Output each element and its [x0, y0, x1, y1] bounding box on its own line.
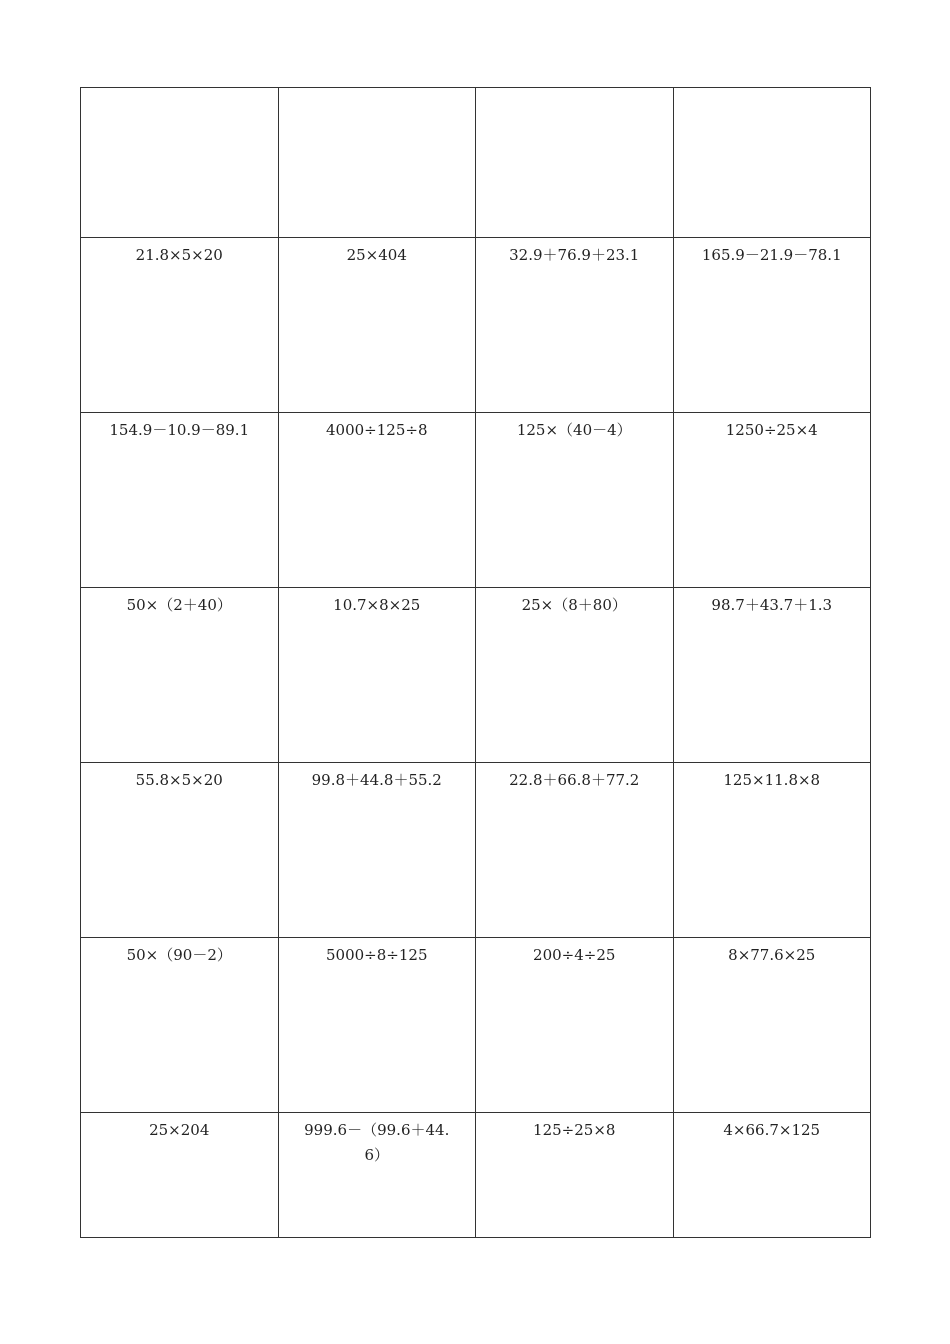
expression-text: 25×204	[149, 1121, 210, 1139]
worksheet-table	[80, 87, 871, 1238]
expression-text: 99.8＋44.8＋55.2	[311, 771, 442, 789]
problem-cell	[673, 1113, 871, 1238]
expression-text: 21.8×5×20	[135, 246, 223, 264]
expression-text: 50×（2＋40）	[126, 596, 232, 614]
problem-cell	[673, 763, 871, 938]
expression-text: 4000÷125÷8	[326, 421, 428, 439]
problem-cell	[476, 238, 674, 413]
problem-cell	[81, 938, 279, 1113]
table-row	[81, 763, 871, 938]
expression-text: 999.6－（99.6＋44.6）	[304, 1121, 450, 1164]
expression-text: 165.9－21.9－78.1	[701, 246, 842, 264]
problem-cell	[673, 938, 871, 1113]
problem-cell	[476, 88, 674, 238]
expression-text: 200÷4÷25	[533, 946, 616, 964]
table-row	[81, 238, 871, 413]
problem-cell	[81, 588, 279, 763]
problem-cell	[81, 763, 279, 938]
problem-cell	[81, 88, 279, 238]
expression-text: 4×66.7×125	[723, 1121, 821, 1139]
problem-cell	[81, 238, 279, 413]
expression-text: 8×77.6×25	[728, 946, 816, 964]
expression-text: 125×（40－4）	[516, 421, 632, 439]
table-row	[81, 88, 871, 238]
problem-cell	[673, 238, 871, 413]
problem-cell	[278, 88, 476, 238]
expression-text: 25×404	[346, 246, 407, 264]
expression-text: 5000÷8÷125	[326, 946, 428, 964]
problem-cell	[278, 238, 476, 413]
expression-text: 55.8×5×20	[135, 771, 223, 789]
problem-cell	[476, 413, 674, 588]
problem-cell	[673, 588, 871, 763]
expression-text: 125×11.8×8	[723, 771, 821, 789]
problem-cell	[476, 1113, 674, 1238]
problem-cell	[476, 763, 674, 938]
expression-text: 98.7＋43.7＋1.3	[711, 596, 833, 614]
expression-text: 1250÷25×4	[725, 421, 818, 439]
problem-cell	[278, 763, 476, 938]
problem-cell	[278, 413, 476, 588]
expression-text: 22.8＋66.8＋77.2	[509, 771, 640, 789]
problem-cell	[81, 413, 279, 588]
expression-text: 10.7×8×25	[333, 596, 421, 614]
expression-text: 154.9－10.9－89.1	[109, 421, 250, 439]
problem-cell	[278, 588, 476, 763]
table-row	[81, 938, 871, 1113]
problem-cell	[278, 1113, 476, 1238]
table-row	[81, 1113, 871, 1238]
table-row	[81, 588, 871, 763]
problem-cell	[476, 938, 674, 1113]
problem-cell	[673, 88, 871, 238]
expression-text: 32.9＋76.9＋23.1	[509, 246, 640, 264]
expression-text: 25×（8＋80）	[521, 596, 627, 614]
expression-text: 125÷25×8	[533, 1121, 616, 1139]
problem-cell	[476, 588, 674, 763]
table-row	[81, 413, 871, 588]
expression-text: 50×（90－2）	[126, 946, 232, 964]
problem-cell	[278, 938, 476, 1113]
problem-cell	[673, 413, 871, 588]
problem-cell	[81, 1113, 279, 1238]
